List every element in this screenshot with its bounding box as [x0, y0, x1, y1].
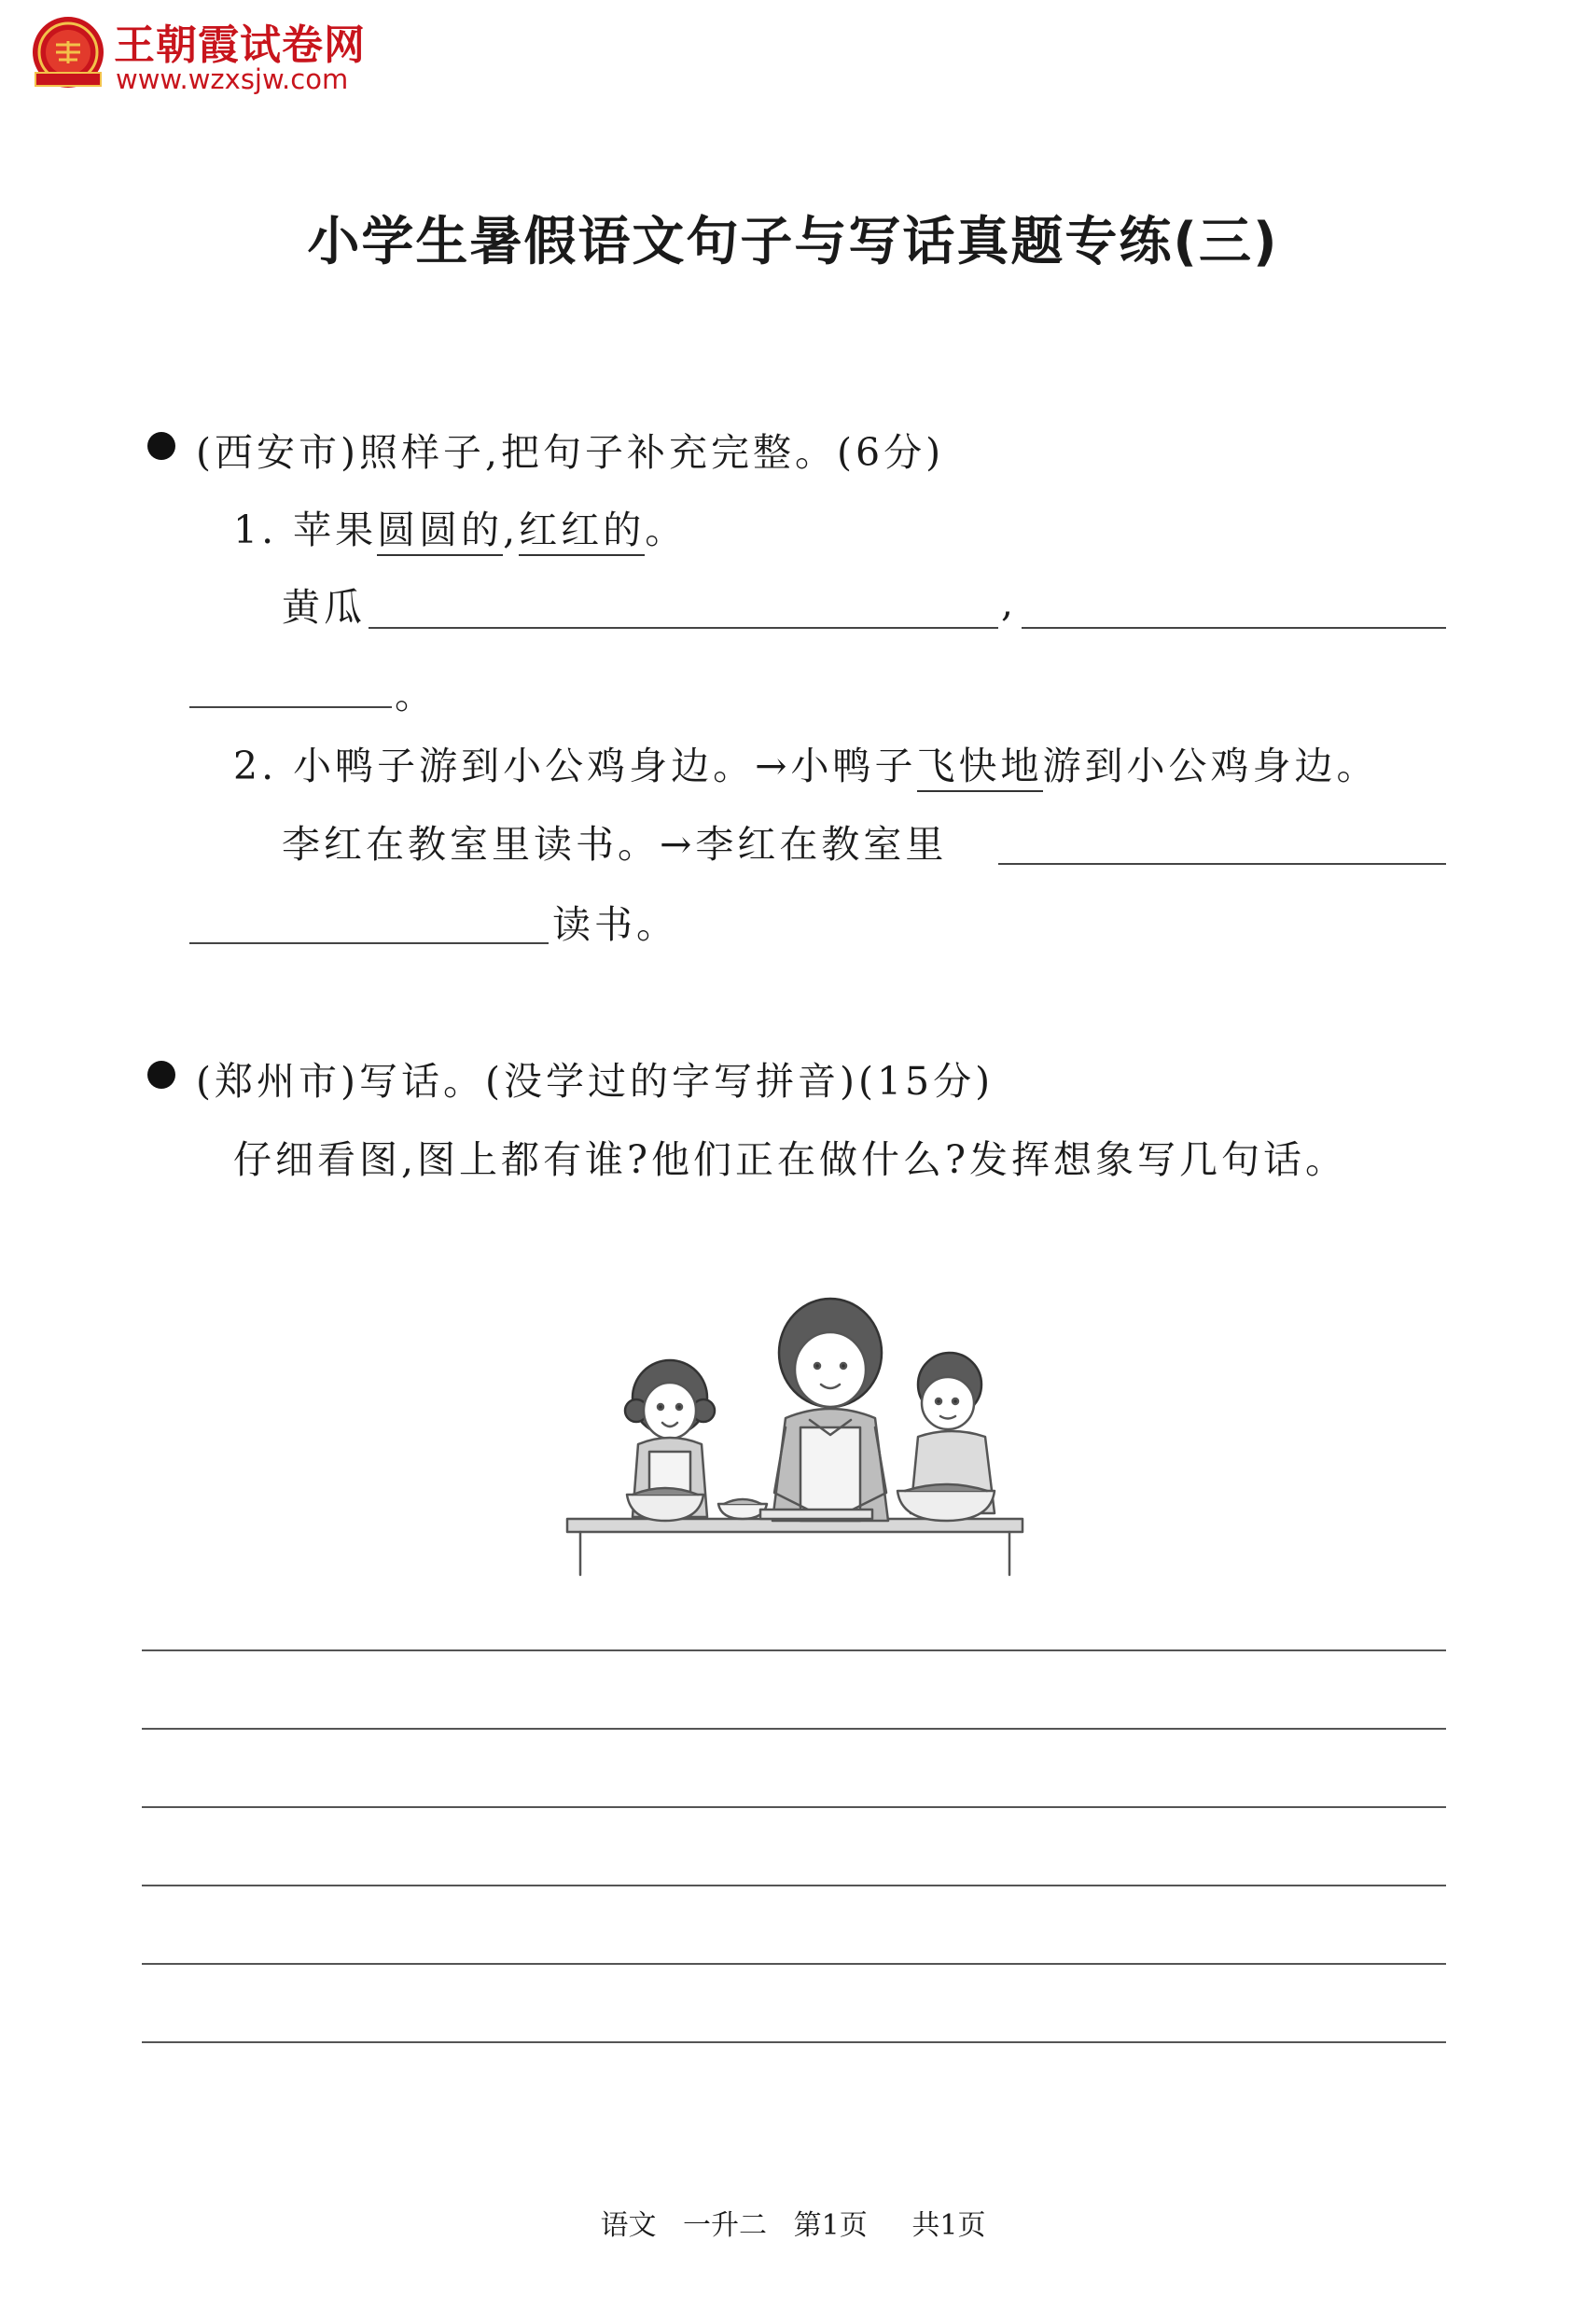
q1-sample: [233, 499, 687, 554]
q1-number: 1.: [233, 508, 278, 552]
q1-sample-comma: ,: [503, 508, 520, 552]
q2-prompt: 李红在教室里读书。→李红在教室里: [282, 822, 948, 867]
writing-line-2[interactable]: [142, 1728, 1446, 1730]
q2-answer-blank-2[interactable]: [189, 942, 549, 944]
q1-prompt: 黄瓜: [282, 585, 366, 630]
page-footer: 语文 一升二 第1页 共1页: [600, 2209, 986, 2242]
q1-sample-part2: 红红的: [519, 508, 645, 556]
bullet-icon: [147, 1061, 175, 1089]
page-title: 小学生暑假语文句子与写话真题专练(三): [307, 212, 1279, 272]
q1-answer-blank-1[interactable]: [369, 627, 998, 629]
q1-end: 。: [395, 673, 437, 717]
writing-line-4[interactable]: [142, 1885, 1446, 1886]
bullet-icon: [147, 432, 175, 460]
writing-line-5[interactable]: [142, 1963, 1446, 1965]
logo-seal-icon: [28, 13, 108, 93]
section2-instruction: 仔细看图,图上都有谁?他们正在做什么?发挥想象写几句话。: [233, 1137, 1347, 1182]
logo-url: www.wzxsjw.com: [116, 63, 349, 95]
q2-sample-pre: 小鸭子游到小公鸡身边。→小鸭子: [293, 744, 917, 788]
q1-answer-blank-2[interactable]: [1022, 627, 1446, 629]
q1-comma: ,: [1001, 580, 1018, 625]
q2-number: 2.: [233, 744, 278, 788]
q2-sample: [233, 735, 1379, 790]
q1-answer-blank-3[interactable]: [189, 706, 392, 708]
q1-sample-start: 苹果: [293, 508, 378, 552]
writing-line-1[interactable]: [142, 1649, 1446, 1651]
section1-heading: (西安市)照样子,把句子补充完整。(6分): [196, 430, 945, 475]
writing-line-6[interactable]: [142, 2041, 1446, 2043]
q1-sample-end: 。: [645, 508, 688, 552]
q2-answer-blank-1[interactable]: [998, 863, 1446, 865]
q2-end: 读书。: [552, 902, 678, 947]
writing-line-3[interactable]: [142, 1806, 1446, 1808]
section2-heading: (郑州市)写话。(没学过的字写拼音)(15分): [196, 1059, 995, 1104]
q1-sample-part1: 圆圆的: [377, 508, 503, 556]
q2-sample-underlined: 飞快地: [917, 744, 1043, 792]
q2-sample-post: 游到小公鸡身边。: [1042, 744, 1379, 788]
logo-name: 王朝霞试卷网: [114, 21, 366, 69]
cooking-family-illustration: [560, 1287, 1031, 1581]
